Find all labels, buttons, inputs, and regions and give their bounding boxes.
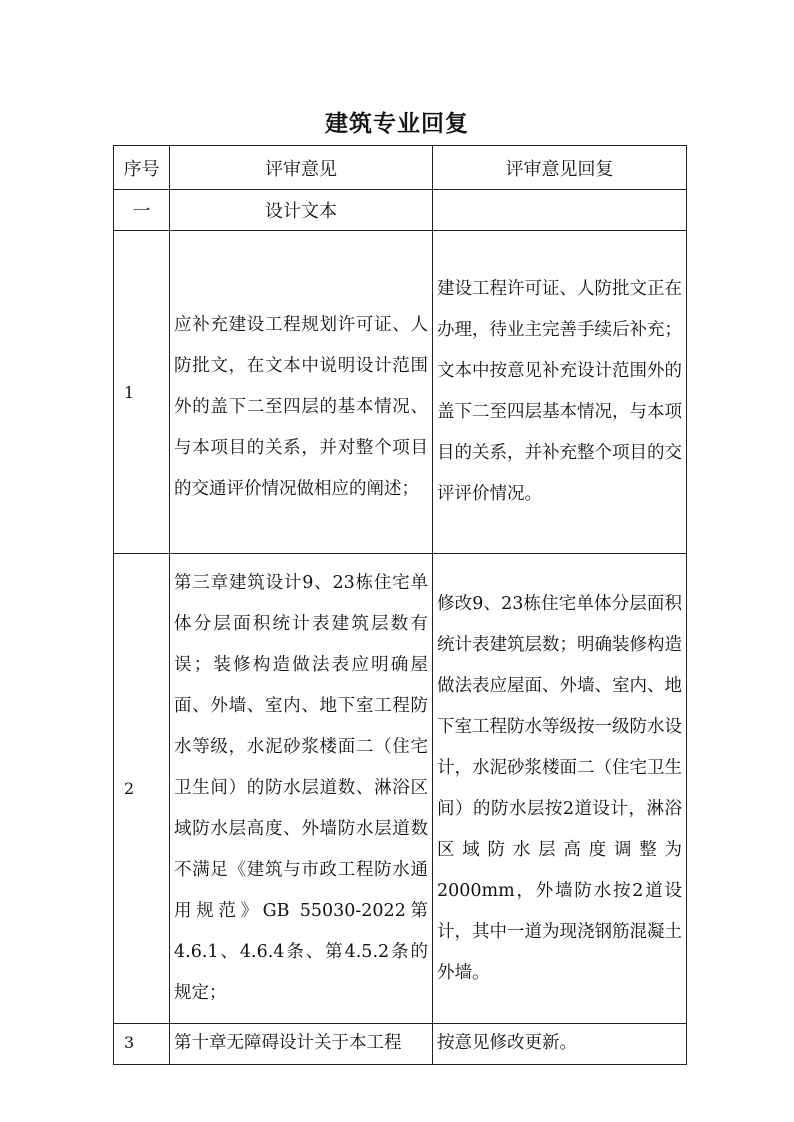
header-opinion: 评审意见 xyxy=(170,146,433,190)
table-header-row xyxy=(114,146,687,190)
section-title: 设计文本 xyxy=(170,190,433,231)
page-title: 建筑专业回复 xyxy=(325,110,469,137)
row-number: 2 xyxy=(114,554,170,1024)
section-row xyxy=(114,190,687,231)
row-number: 1 xyxy=(114,231,170,554)
header-reply: 评审意见回复 xyxy=(433,146,687,190)
table-row xyxy=(114,554,687,1024)
row-number: 3 xyxy=(114,1024,170,1065)
section-number: 一 xyxy=(114,190,170,231)
row-opinion: 应补充建设工程规划许可证、人防批文，在文本中说明设计范围外的盖下二至四层的基本情况、与本项目的关系，并对整个项目的交通评价情况做相应的阐述； xyxy=(170,231,433,554)
row-opinion: 第三章建筑设计9、23栋住宅单体分层面积统计表建筑层数有误；装修构造做法表应明确屋面、外墙、室内、地下室工程防水等级，水泥砂浆楼面二（住宅卫生间）的防水层道数、淋浴区域防水层高度、外墙防水层道数不满足《建筑与市政工程防水通用规范》GB 55030-2022第4.6.1、4.6.4条、第4.5.2条的规定； xyxy=(170,554,433,1024)
review-table xyxy=(113,145,687,1065)
section-reply xyxy=(433,190,687,231)
row-opinion: 第十章无障碍设计关于本工程 xyxy=(170,1024,433,1065)
row-reply: 建设工程许可证、人防批文正在办理，待业主完善手续后补充；文本中按意见补充设计范围外的盖下二至四层基本情况，与本项目的关系，并补充整个项目的交评评价情况。 xyxy=(433,231,687,554)
table-row xyxy=(114,1024,687,1065)
row-reply: 修改9、23栋住宅单体分层面积统计表建筑层数；明确装修构造做法表应屋面、外墙、室内、地下室工程防水等级按一级防水设计，水泥砂浆楼面二（住宅卫生间）的防水层按2道设计，淋浴区域防水层高度调整为2000mm，外墙防水按2道设计，其中一道为现浇钢筋混凝土外墙。 xyxy=(433,554,687,1024)
table-row xyxy=(114,231,687,554)
header-number: 序号 xyxy=(114,146,170,190)
row-reply: 按意见修改更新。 xyxy=(433,1024,687,1065)
